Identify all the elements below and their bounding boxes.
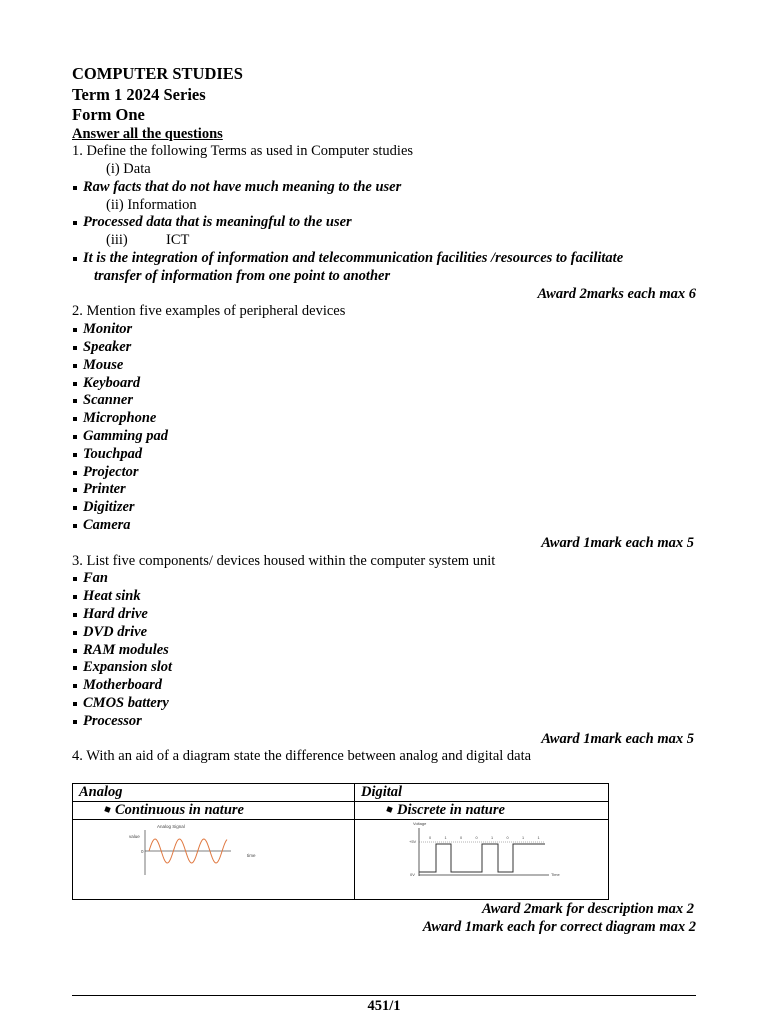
list-item: Keyboard: [72, 375, 696, 393]
list-item: Expansion slot: [72, 659, 696, 677]
analog-diagram-xlabel: time: [247, 853, 256, 859]
list-item: Printer: [72, 481, 696, 499]
digital-diagram-ylabel: Voltage: [413, 821, 427, 827]
q1-answer-ict-line1: It is the integration of information and telecommunication facilities /resources to facilitate: [83, 250, 624, 267]
digital-header: Digital: [355, 784, 609, 802]
paper-code: 451/1: [367, 998, 401, 1014]
list-item: Scanner: [72, 392, 696, 410]
bit-label: 1: [522, 836, 525, 841]
list-item: RAM modules: [72, 642, 696, 660]
q1-term-information: (ii) Information: [106, 196, 197, 213]
list-item: Hard drive: [72, 606, 696, 624]
footer-rule: [72, 995, 696, 996]
analog-signal-diagram: [73, 820, 353, 894]
list-item: Projector: [72, 464, 696, 482]
bit-label: 0: [506, 836, 509, 841]
digital-description: [355, 802, 609, 820]
list-item: DVD drive: [72, 624, 696, 642]
q1-answer-information: Processed data that is meaningful to the user: [72, 214, 696, 232]
series-title: Term 1 2024 Series: [72, 84, 206, 104]
bit-label: 0: [475, 836, 478, 841]
digital-diagram-xlabel: Time: [551, 872, 560, 878]
list-item: Mouse: [72, 357, 696, 375]
analog-description: [73, 802, 355, 820]
list-item: Gamming pad: [72, 428, 696, 446]
form-title: Form One: [72, 105, 145, 124]
list-item: Camera: [72, 517, 696, 535]
q1-term-ict-number: (iii): [106, 232, 128, 249]
digital-bit-labels: [429, 836, 540, 840]
q3-award: Award 1mark each max 5: [541, 730, 694, 747]
q1-award: Award 2marks each max 6: [537, 285, 696, 302]
q1-term-ict-label: ICT: [166, 232, 190, 249]
analog-diagram-origin: 0: [141, 849, 144, 855]
bit-label: 0: [460, 836, 463, 841]
exam-page: [72, 64, 696, 937]
q1-answer-ict-line2: transfer of information from one point to another: [94, 267, 391, 284]
q1-term-ict: [72, 232, 696, 250]
q1-answer-data: Raw facts that do not have much meaning to the user: [72, 179, 696, 197]
q2-award: Award 1mark each max 5: [541, 534, 694, 551]
question-2: 2. Mention five examples of peripheral devices: [72, 303, 346, 320]
digital-diagram-high: +5V: [409, 839, 417, 845]
list-item: Fan: [72, 570, 696, 588]
q3-answer-list: [72, 570, 696, 730]
list-item: Heat sink: [72, 588, 696, 606]
digital-signal-diagram: [355, 820, 607, 894]
q1-term-data: (i) Data: [106, 161, 151, 178]
digital-description-text: Discrete in nature: [397, 802, 505, 819]
list-item: Microphone: [72, 410, 696, 428]
list-item: Processor: [72, 713, 696, 731]
bit-label: 1: [491, 836, 494, 841]
digital-diagram-cell: [355, 820, 609, 900]
q4-award-diagram: Award 1mark each for correct diagram max 2: [422, 918, 696, 935]
analog-diagram-title: Analog Signal: [157, 824, 185, 830]
list-item: Speaker: [72, 339, 696, 357]
list-item: Touchpad: [72, 446, 696, 464]
bit-label: 0: [429, 836, 432, 841]
list-item: CMOS battery: [72, 695, 696, 713]
q2-answer-list: [72, 321, 696, 535]
question-4: 4. With an aid of a diagram state the difference between analog and digital data: [72, 748, 532, 765]
bit-label: 1: [537, 836, 540, 841]
analog-diagram-cell: [73, 820, 355, 900]
bit-label: 1: [444, 836, 447, 841]
analog-digital-table: [72, 783, 609, 900]
question-3: 3. List five components/ devices housed within the computer system unit: [72, 552, 496, 569]
digital-square-wave: [419, 844, 545, 872]
q4-award-description: Award 2mark for description max 2: [481, 901, 694, 918]
list-item: Monitor: [72, 321, 696, 339]
question-1: 1. Define the following Terms as used in Computer studies: [72, 143, 414, 160]
analog-description-text: Continuous in nature: [115, 802, 244, 819]
instruction: Answer all the questions: [72, 125, 223, 142]
digital-diagram-low: 0V: [410, 872, 415, 878]
list-item: Motherboard: [72, 677, 696, 695]
analog-header: Analog: [73, 784, 355, 802]
analog-diagram-ylabel: value: [129, 834, 140, 840]
q1-answer-ict: [72, 250, 696, 286]
list-item: Digitizer: [72, 499, 696, 517]
subject-title: COMPUTER STUDIES: [72, 64, 243, 83]
